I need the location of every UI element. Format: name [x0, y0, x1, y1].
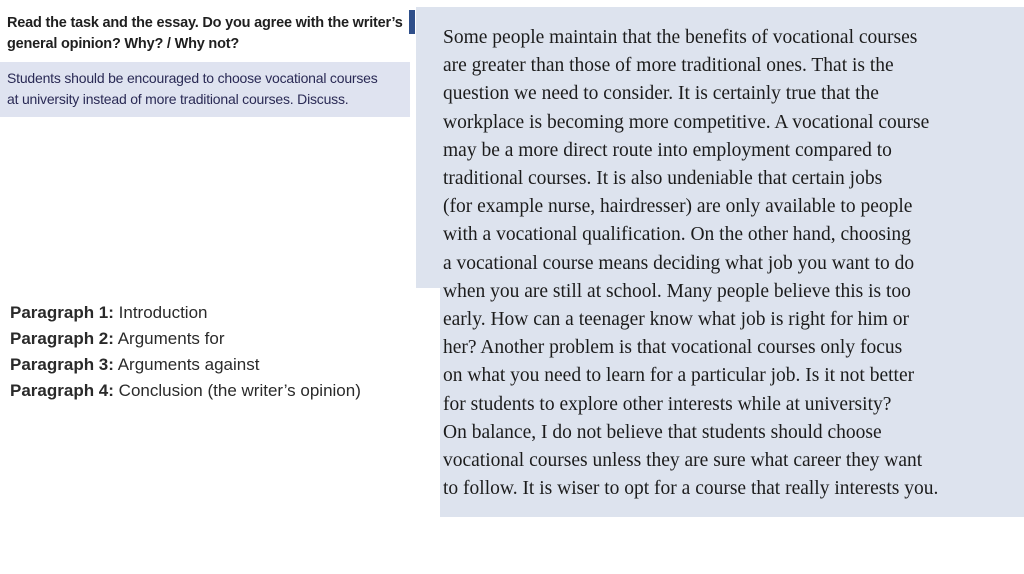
essay-line: with a vocational qualification. On the other hand, choosing: [443, 224, 911, 246]
essay-line: to follow. It is wiser to opt for a course that really interests you.: [443, 478, 939, 500]
essay-line: her? Another problem is that vocational courses only focus: [443, 337, 903, 359]
paragraph-label: Paragraph 1:: [10, 303, 114, 322]
essay-line: traditional courses. It is also undeniable that certain jobs: [443, 168, 883, 190]
panel-notch: [416, 288, 440, 517]
paragraph-description: Arguments against: [113, 355, 260, 374]
instruction-text: [7, 13, 411, 55]
essay-line: vocational courses unless they are sure what career they want: [443, 450, 923, 472]
essay-line: On balance, I do not believe that students should choose: [443, 421, 882, 443]
accent-bar: [409, 10, 415, 34]
essay-line: on what you need to learn for a particular job. Is it not better: [443, 365, 915, 387]
essay-line: are greater than those of more traditional ones. That is the: [443, 55, 894, 77]
paragraph-plan-item: [10, 378, 400, 404]
paragraph-description: Arguments for: [113, 329, 225, 348]
essay-line: may be a more direct route into employment compared to: [443, 139, 892, 161]
essay-line: for students to explore other interests while at university?: [443, 393, 892, 415]
essay-line: early. How can a teenager know what job is right for him or: [443, 309, 910, 331]
paragraph-label: Paragraph 3:: [10, 355, 114, 374]
paragraph-plan-item: [10, 300, 400, 326]
essay-line: Some people maintain that the benefits of vocational courses: [443, 27, 918, 48]
instruction-line: Read the task and the essay. Do you agree with the writer’s: [7, 15, 403, 31]
paragraph-label: Paragraph 2:: [10, 329, 114, 348]
task-line: at university instead of more traditional courses. Discuss.: [7, 91, 349, 107]
paragraph-plan-item: [10, 326, 400, 352]
essay-line: (for example nurse, hairdresser) are only available to people: [443, 196, 913, 218]
task-box: [0, 62, 410, 117]
essay-line: workplace is becoming more competitive. A vocational course: [443, 111, 930, 133]
essay-line: a vocational course means deciding what job you want to do: [443, 252, 915, 274]
paragraph-description: Conclusion (the writer’s opinion): [113, 381, 361, 400]
essay-text: [443, 24, 1021, 503]
instruction-line: general opinion? Why? / Why not?: [7, 36, 240, 52]
paragraph-label: Paragraph 4:: [10, 381, 114, 400]
paragraph-plan-list: [10, 300, 400, 404]
paragraph-plan-item: [10, 352, 400, 378]
essay-line: when you are still at school. Many people believe this is too: [443, 280, 911, 302]
paragraph-description: Introduction: [113, 303, 208, 322]
task-line: Students should be encouraged to choose vocational courses: [7, 70, 378, 86]
essay-line: question we need to consider. It is certainly true that the: [443, 83, 879, 105]
